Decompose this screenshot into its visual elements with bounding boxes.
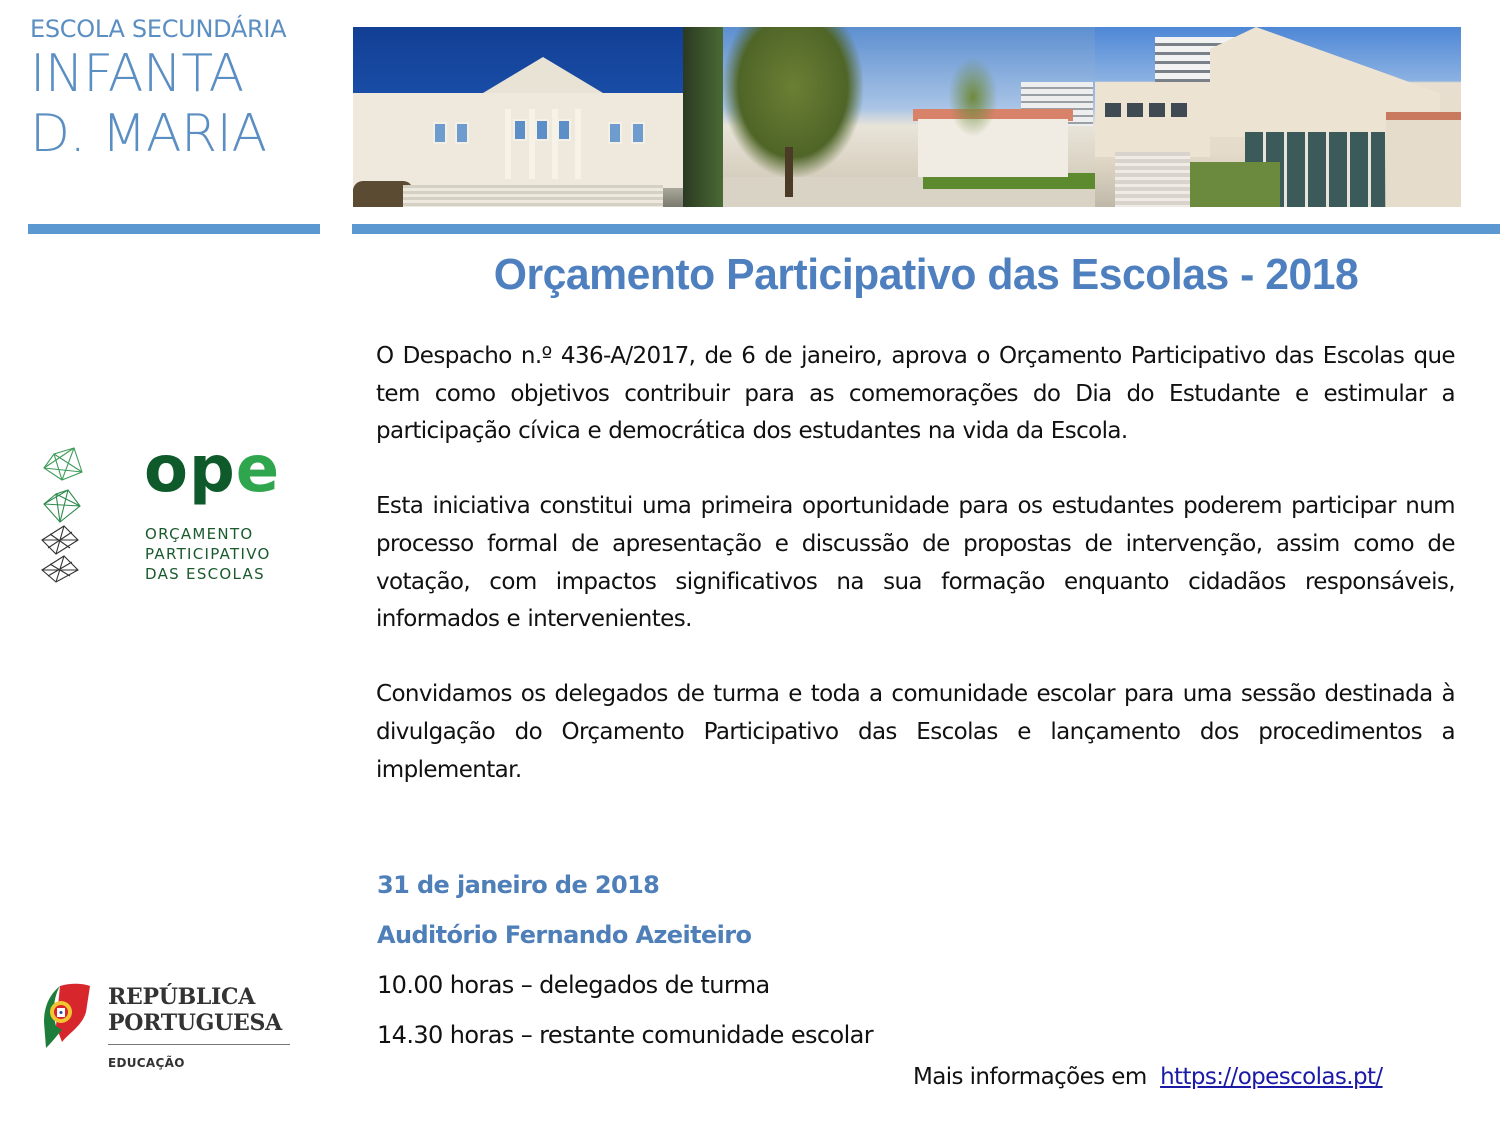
page-title: Orçamento Participativo das Escolas - 2018	[493, 250, 1359, 299]
school-auditorium-building-photo	[1095, 27, 1461, 207]
school-main-building-photo	[353, 27, 723, 207]
school-name-line2: D. MARIA	[30, 104, 267, 164]
school-courtyard-photo	[723, 27, 1095, 207]
school-type: ESCOLA SECUNDÁRIA	[30, 15, 287, 43]
more-info-link[interactable]: https://opescolas.pt/	[1160, 1064, 1383, 1090]
ope-geometric-mark-icon	[40, 444, 88, 584]
portuguese-flag-emblem-icon	[42, 982, 92, 1048]
paragraph-intro: O Despacho n.º 436-A/2017, de 6 de janeiro, aprova o Orçamento Participativo das Escolas que tem como objetivos contribuir para as comemorações do Dia do Estudante e estimular a participação cívica e democrática dos estudantes na vida da Escola.	[376, 343, 1455, 445]
event-session-afternoon: 14.30 horas – restante comunidade escolar	[377, 1021, 874, 1049]
divider-right	[352, 224, 1500, 234]
government-name: REPÚBLICA PORTUGUESA	[108, 984, 282, 1036]
event-venue: Auditório Fernando Azeiteiro	[377, 921, 752, 949]
ope-logo	[40, 433, 281, 584]
body-text	[376, 338, 1455, 789]
divider-left	[28, 224, 320, 234]
school-name-line1: INFANTA	[30, 44, 244, 104]
event-details	[377, 860, 873, 1060]
logo-divider	[108, 1044, 290, 1045]
paragraph-invitation: Convidamos os delegados de turma e toda a comunidade escolar para uma sessão destinada à divulgação do Orçamento Participativo das Escolas e lançamento dos procedimentos a implementar.	[376, 681, 1455, 783]
school-name-header	[30, 14, 286, 164]
ope-tagline: ORÇAMENTO PARTICIPATIVO DAS ESCOLAS	[145, 525, 271, 583]
more-info-label: Mais informações em	[913, 1064, 1161, 1090]
more-info	[913, 1064, 1383, 1090]
paragraph-initiative: Esta iniciativa constitui uma primeira oportunidade para os estudantes poderem participar num processo formal de apresentação e discussão de propostas de intervenção, assim como de votação, com impactos significativos na sua formação enquanto cidadãos responsáveis, informados e intervenientes.	[376, 493, 1455, 633]
government-department: EDUCAÇÃO	[108, 1056, 185, 1070]
photo-banner	[353, 27, 1461, 207]
event-date: 31 de janeiro de 2018	[377, 871, 660, 899]
event-session-morning: 10.00 horas – delegados de turma	[377, 971, 770, 999]
republica-portuguesa-logo	[42, 982, 302, 1077]
ope-wordmark: ope	[144, 433, 281, 507]
